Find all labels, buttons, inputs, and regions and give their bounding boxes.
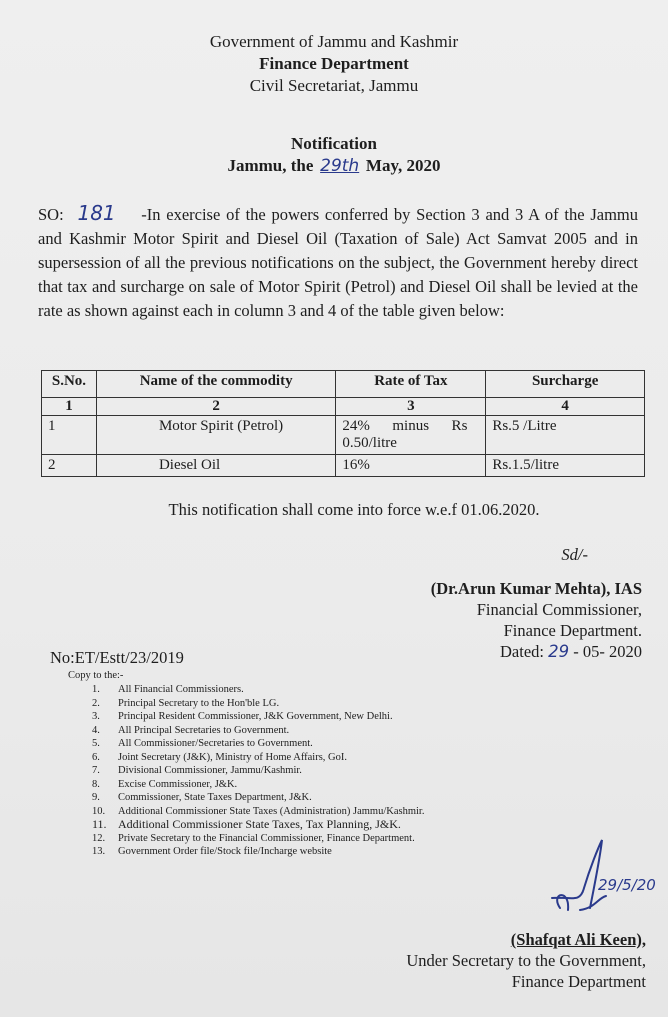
list-item: 11. Additional Commissioner State Taxes, Tax Planning, J&K. <box>92 817 401 831</box>
dated-day-handwritten: 29 <box>548 642 570 661</box>
col-header-rate: Rate of Tax <box>336 371 486 398</box>
copy-to-list <box>92 683 424 859</box>
row-rate-line1: 24% minus Rs <box>342 418 468 434</box>
row-commodity: Diesel Oil <box>96 455 335 477</box>
signatory-dated <box>500 641 642 662</box>
row-surcharge: Rs.5 /Litre <box>486 416 645 455</box>
row-surcharge: Rs.1.5/litre <box>486 455 645 477</box>
signature-scribble-icon <box>540 838 665 938</box>
signatory-name: (Dr.Arun Kumar Mehta), IAS <box>430 579 642 598</box>
list-item: 9. Commissioner, State Taxes Department, J&K. <box>92 792 312 803</box>
list-item: 13. Government Order file/Stock file/Incharge website <box>92 846 332 857</box>
row-sno: 2 <box>42 455 97 477</box>
col-number: 1 <box>42 398 97 416</box>
reference-number: No:ET/Estt/23/2019 <box>50 648 184 667</box>
notification-date <box>0 156 668 176</box>
col-number: 2 <box>96 398 335 416</box>
row-sno: 1 <box>42 416 97 455</box>
table-row <box>42 455 645 477</box>
list-item: 7. Divisional Commissioner, Jammu/Kashmir. <box>92 765 302 776</box>
notification-title: Notification <box>291 134 377 153</box>
tax-rate-table <box>41 370 645 477</box>
secretariat-address: Civil Secretariat, Jammu <box>249 76 419 95</box>
signatory-department: Finance Department. <box>503 621 642 640</box>
table-header-row <box>42 371 645 398</box>
table-column-number-row <box>42 398 645 416</box>
row-rate <box>336 416 486 455</box>
list-item: 6. Joint Secretary (J&K), Ministry of Home Affairs, GoI. <box>92 751 348 763</box>
dated-label: Dated: <box>500 642 544 661</box>
copy-to-label: Copy to the:- <box>68 670 124 681</box>
row-rate-line2: 0.50/litre <box>342 435 397 451</box>
undersec-name: (Shafqat Ali Keen), <box>510 930 646 949</box>
col-number: 4 <box>486 398 645 416</box>
handwritten-signature <box>540 838 665 938</box>
so-paragraph <box>38 201 638 323</box>
so-label: SO: <box>38 205 64 224</box>
date-day-handwritten: 29th <box>320 156 360 176</box>
row-commodity: Motor Spirit (Petrol) <box>96 416 335 455</box>
date-prefix: Jammu, the <box>227 156 314 175</box>
undersec-department: Finance Department <box>511 972 646 991</box>
row-rate: 16% <box>336 455 486 477</box>
undersec-designation: Under Secretary to the Government, <box>406 951 646 970</box>
col-header-commodity: Name of the commodity <box>96 371 335 398</box>
signatory-designation: Financial Commissioner, <box>476 600 642 619</box>
col-header-surcharge: Surcharge <box>486 371 645 398</box>
sd-mark: Sd/- <box>561 545 588 564</box>
table-row <box>42 416 645 455</box>
list-item: 3. Principal Resident Commissioner, J&K Government, New Delhi. <box>92 711 393 722</box>
govt-title: Government of Jammu and Kashmir <box>209 32 459 51</box>
col-number: 3 <box>336 398 486 416</box>
signature-date: 29/5/20 <box>598 876 656 894</box>
department-title: Finance Department <box>259 54 409 73</box>
dated-rest: - 05- 2020 <box>573 642 642 661</box>
list-item: 12. Private Secretary to the Financial Commissioner, Finance Department. <box>92 832 415 844</box>
so-text: -In exercise of the powers conferred by Section 3 and 3 A of the Jammu and Kashmir Motor Spirit and Diesel Oil (Taxation of Sale) Act Samvat 2005 and in supersession of all the previous notifications on the subject, the Government hereby direct that tax and surcharge on sale of Motor Spirit (Petrol) and Diesel Oil shall be levied at the rate as shown against each in column 3 and 4 of the table given below: <box>38 205 639 320</box>
list-item: 2. Principal Secretary to the Hon'ble LG. <box>92 697 280 709</box>
list-item: 8. Excise Commissioner, J&K. <box>92 778 238 790</box>
col-header-sno: S.No. <box>42 371 97 398</box>
list-item: 5. All Commissioner/Secretaries to Government. <box>92 738 313 749</box>
list-item: 1. All Financial Commissioners. <box>92 684 244 695</box>
force-note: This notification shall come into force w.e.f 01.06.2020. <box>168 500 540 519</box>
list-item: 4. All Principal Secretaries to Government. <box>92 724 290 736</box>
date-suffix: May, 2020 <box>365 156 441 175</box>
list-item: 10. Additional Commissioner State Taxes (Administration) Jammu/Kashmir. <box>92 805 425 817</box>
so-number-handwritten: 181 <box>77 201 116 225</box>
